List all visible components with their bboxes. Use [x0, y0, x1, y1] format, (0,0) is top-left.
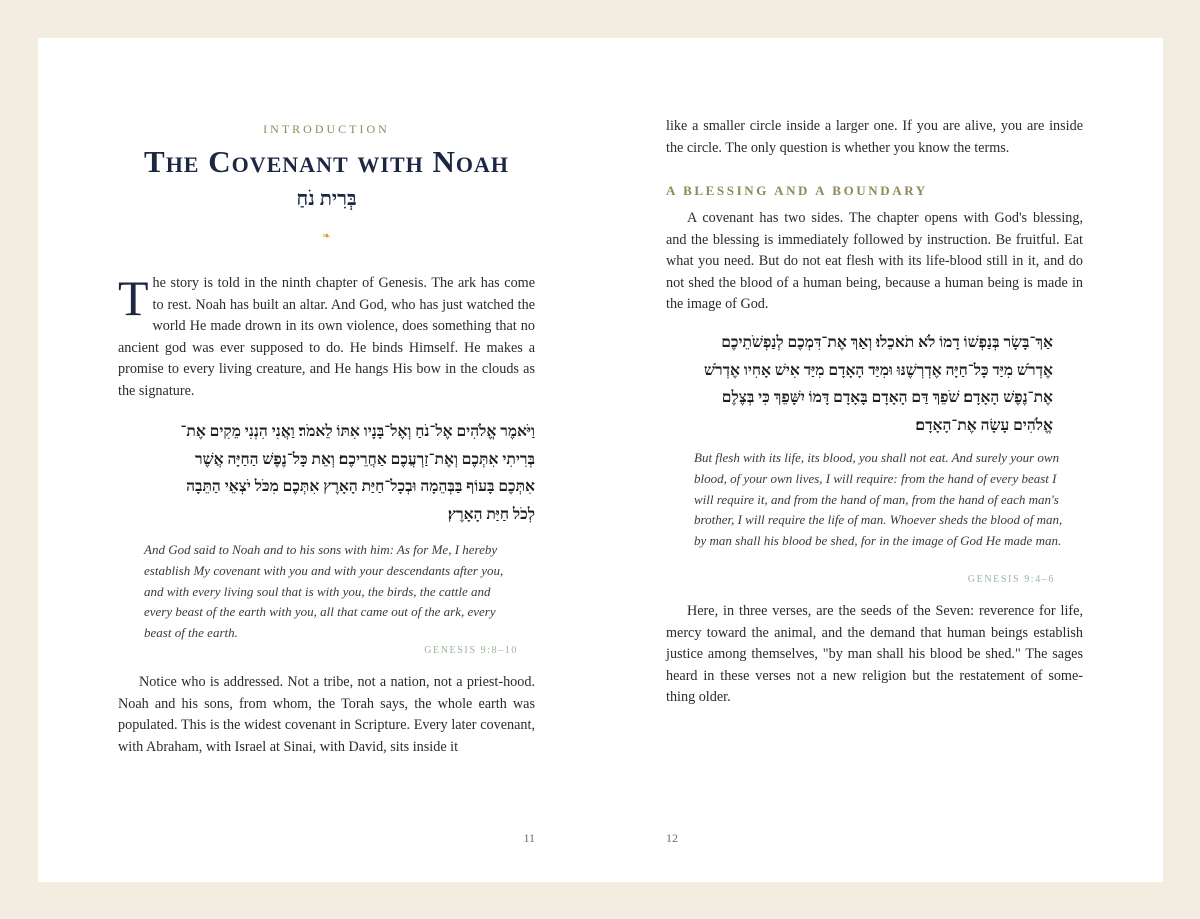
hebrew-verse-block — [158, 418, 535, 528]
hebrew-verse-line: וַיֹּאמֶר אֱלֹהִים אֶל־נֹחַ וְאֶל־בָּנָיו אִתּוֹ לֵאמֹר׃ וַאֲנִי הִנְנִי מֵקִים אֶת־ — [180, 423, 535, 440]
hebrew-verse-line: בְּרִיתִי אִתְּכֶם וְאֶת־זַרְעֲכֶם אַחֲרֵיכֶם׃ וְאֵת כָּל־נֶפֶשׁ הַחַיָּה אֲשֶׁר — [195, 450, 535, 468]
intro-paragraph — [118, 270, 535, 402]
chapter-title: The Covenant with Noah — [144, 144, 509, 179]
hebrew-verse-line: אַךְ־בָּשָׂר בְּנַפְשׁוֹ דָמוֹ לֹא תֹאכֵלוּ׃ וְאַךְ אֶת־דִּמְכֶם לְנַפְשֹׁתֵיכֶם — [721, 334, 1053, 351]
book-spread — [38, 38, 1163, 882]
page-number: 11 — [523, 831, 535, 845]
drop-cap: T — [118, 270, 149, 326]
section-heading: A BLESSING AND A BOUNDARY — [666, 183, 928, 198]
fleuron-ornament-icon: ❧ — [322, 231, 331, 242]
body-paragraph: Here, in three verses, are the seeds of the Seven: reverence for life, mercy toward the animal, and the demand that human beings establish justice among themselves, "by man shall his blood be shed." The sages heard in these verses not a new religion but the restatement of some-thing older. — [666, 603, 1083, 705]
hebrew-verse-line: אֱלֹהִים עָשָׂה אֶת־הָאָדָם׃ — [915, 416, 1053, 434]
hebrew-verse-line: אִתְּכֶם בָּעוֹף בַּבְּהֵמָה וּבְכָל־חַיַּת הָאָרֶץ אִתְּכֶם מִכֹּל יֹצְאֵי הַתֵּבָה — [186, 478, 535, 495]
right-page — [666, 38, 1083, 882]
hebrew-title: בְּרִית נֹחַ — [296, 188, 357, 210]
hebrew-verse-line: לְכֹל חַיַּת הָאָרֶץ׃ — [447, 505, 535, 523]
hebrew-verse-block — [696, 329, 1083, 439]
verse-translation: And God said to Noah and to his sons with him: As for Me, I hereby establish My covenant with you and with your descendants after you, and with every living soul that is with you, the birds, the cattle and every beast of the earth with you, all that came out of the ark, every beast of the earth. — [144, 542, 504, 641]
verse-citation: GENESIS 9:4–6 — [967, 574, 1055, 585]
chapter-kicker: INTRODUCTION — [263, 122, 390, 136]
verse-citation: GENESIS 9:8–10 — [424, 645, 518, 656]
hebrew-verse-line: אֶדְרֹשׁ מִיַּד כָּל־חַיָּה אֶדְרְשֶׁנּוּ וּמִיַּד הָאָדָם מִיַּד אִישׁ אָחִיו אֶדְרֹשׁ — [703, 361, 1053, 379]
continued-paragraph: like a smaller circle inside a larger one. If you are alive, you are inside the circle. The only question is whether you know the terms. — [666, 118, 1083, 156]
left-page — [118, 38, 535, 882]
hebrew-verse-line: אֶת־נֶפֶשׁ הָאָדָם׃ שֹׁפֵךְ דַּם הָאָדָם בָּאָדָם דָּמוֹ יִשָּׁפֵךְ כִּי בְּצֶלֶם — [721, 389, 1053, 406]
body-paragraph: Notice who is addressed. Not a tribe, not a nation, not a priest-hood. Noah and his sons, from whom, the Torah says, the whole earth was populated. This is the widest covenant in Scripture. Every later covenant, with Abraham, with Israel at Sinai, with David, sits inside it — [118, 674, 535, 755]
page-number: 12 — [666, 831, 678, 845]
intro-text: he story is told in the ninth chapter of Genesis. The ark has come to rest. Noah has built an altar. And God, who has just watched the world He made drown in its own violence, does something that no ancient god was ever supposed to do. He binds Himself. He makes a promise to every living creature, and He hangs His bow in the clouds as the signature. — [118, 275, 535, 399]
body-paragraph: A covenant has two sides. The chapter opens with God's blessing, and the blessing is immediately followed by instruction. Be fruitful. Eat what you need. But do not eat flesh with its life-blood still in it, and do not shed the blood of a human being, because a human being is made in the image of God. — [666, 210, 1083, 312]
verse-translation: But flesh with its life, its blood, you shall not eat. And surely your own blood, of your own lives, I will require: from the hand of every beast I will require it, and from the hand of man, from the hand of each man's brother, I will require the life of man. Whoever sheds the blood of man, by man shall his blood be shed, for in the image of God He made man. — [694, 450, 1063, 549]
